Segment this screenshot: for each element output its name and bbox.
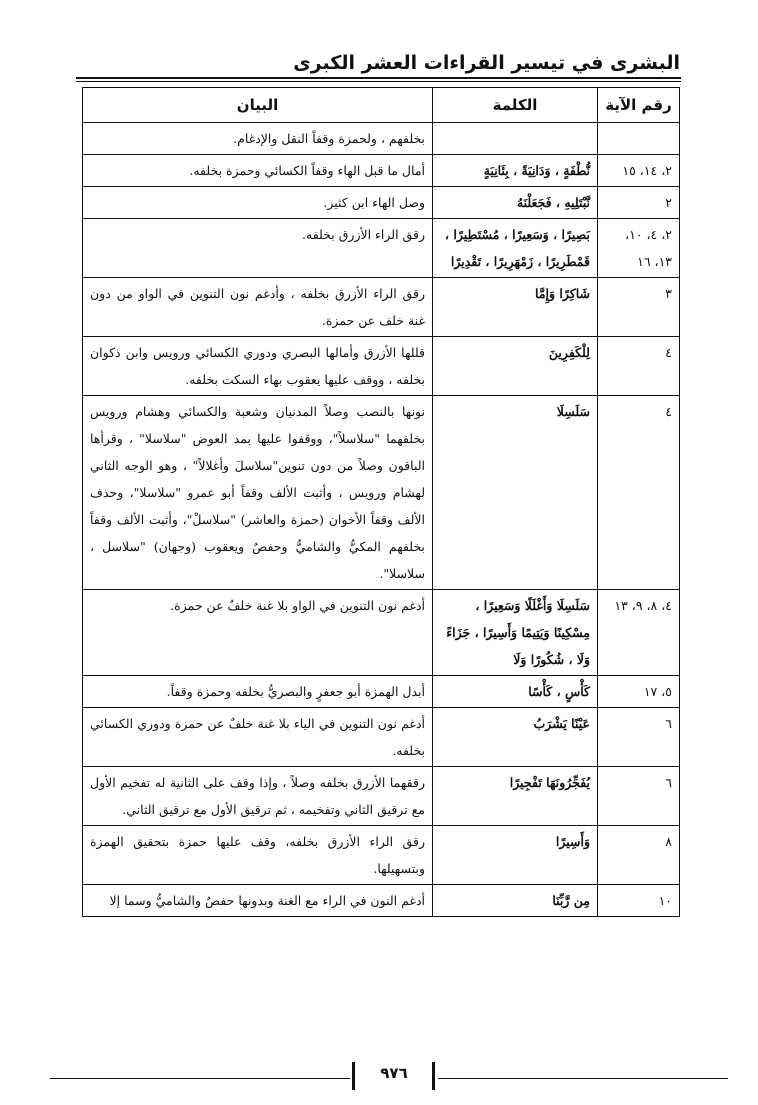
ayah-cell: ٦ <box>598 708 680 767</box>
ayah-cell: ٤ <box>598 337 680 396</box>
word-cell: بَصِيرًا ، وَسَعِيرًا ، مُسْتَطِيرًا ، قَمْطَرِيرًا ، زَمْهَرِيرًا ، تَقْدِيرًا <box>433 219 598 278</box>
page-number: ٩٧٦ <box>380 1064 408 1082</box>
bayan-cell: أدغم نون التنوين في الياء بلا غنة خلفٌ عن حمزة ودوري الكسائي بخلفه. <box>83 708 433 767</box>
table-row <box>83 337 680 396</box>
table-row <box>83 187 680 219</box>
bayan-cell: أدغم نون التنوين في الواو بلا غنة خلفٌ عن حمزة. <box>83 590 433 676</box>
ayah-cell: ٢، ٤، ١٠، ١٣، ١٦ <box>598 219 680 278</box>
word-cell: سَلَسِلَا <box>433 396 598 590</box>
table-row <box>83 396 680 590</box>
word-cell: وَأَسِيرًا <box>433 826 598 885</box>
ayah-cell: ٤، ٨، ٩، ١٣ <box>598 590 680 676</box>
word-cell: عَيْنًا يَشْرَبُ <box>433 708 598 767</box>
table-row <box>83 590 680 676</box>
page-header-title: البشرى في تيسير القراءات العشر الكبرى <box>293 52 680 74</box>
bayan-cell: أبدل الهمزة أبو جعفرٍ والبصريُّ بخلفه وحمزة وقفاً. <box>83 676 433 708</box>
word-cell: شَاكِرًا وَإِمَّا <box>433 278 598 337</box>
bayan-cell: بخلفهم ، ولحمزة وقفاً النقل والإدغام. <box>83 123 433 155</box>
bayan-cell: وصل الهاء ابن كثير. <box>83 187 433 219</box>
footer-rule-right <box>438 1078 728 1079</box>
ayah-cell: ٥، ١٧ <box>598 676 680 708</box>
word-cell <box>433 123 598 155</box>
word-cell: لِلْكَفِرِينَ <box>433 337 598 396</box>
table-row <box>83 826 680 885</box>
table-header-row <box>83 88 680 123</box>
table-row <box>83 885 680 917</box>
ayah-cell <box>598 123 680 155</box>
column-header-word: الكلمة <box>433 88 598 123</box>
ayah-cell: ٦ <box>598 767 680 826</box>
column-header-bayan: البيان <box>83 88 433 123</box>
ayah-cell: ١٠ <box>598 885 680 917</box>
word-cell: نَّبْتَلِيهِ ، فَجَعَلْنَهُ <box>433 187 598 219</box>
word-cell: نُّطْفَةٍ ، وَدَانِيَةً ، بِئَانِيَةٍ <box>433 155 598 187</box>
column-header-ayah: رقم الآية <box>598 88 680 123</box>
bayan-cell: رقق الراء الأزرق بخلفه ، وأدغم نون التنوين في الواو من دون غنة خلف عن حمزة. <box>83 278 433 337</box>
header-rule-thin <box>76 81 681 82</box>
bayan-cell: أدغم النون في الراء مع الغنة وبدونها حفصٌ والشاميُّ وسما إلا <box>83 885 433 917</box>
ayah-cell: ٤ <box>598 396 680 590</box>
word-cell: مِن رَّبِّنَا <box>433 885 598 917</box>
word-cell: يُفَجِّرُونَهَا تَفْجِيرًا <box>433 767 598 826</box>
bayan-cell: رقق الراء الأزرق بخلفه، وقف عليها حمزة بتحقيق الهمزة وبتسهيلها. <box>83 826 433 885</box>
table-row <box>83 219 680 278</box>
ayah-cell: ٨ <box>598 826 680 885</box>
qiraat-table <box>82 87 680 917</box>
table-row <box>83 155 680 187</box>
table-row <box>83 708 680 767</box>
bayan-cell: نونها بالنصب وصلاً المدنيان وشعبة والكسائي وهشام ورويس بخلفهما "سلاسلاً"، ووقفوا عليها بمد العوض "سلاسلا" ، وقرأها الباقون وصلاً من دون تنوين"سلاسلَ وأغلالاً" ، وهو الوجه الثاني لهشام ورويس ، وأثبت الألف وقفاً أبو عمرو "سلاسلا"، وحذف الألف وقفاً الأخوان (حمزة والعاشر) "سلاسلْ"، وأثبت الألف وقفاً بخلفهم المكيُّ والشاميُّ وحفصٌ ويعقوب (وجهان) "سلاسل ، سلاسلا". <box>83 396 433 590</box>
ayah-cell: ٢، ١٤، ١٥ <box>598 155 680 187</box>
table-row <box>83 676 680 708</box>
word-cell: سَلَسِلَا وَأَغْلَلًا وَسَعِيرًا ، مِسْكِينًا وَيَتِيمًا وَأَسِيرًا ، جَزَاءً وَلَا ، شُكُورًا وَلَا <box>433 590 598 676</box>
bayan-cell: أمال ما قبل الهاء وقفاً الكسائي وحمزة بخلفه. <box>83 155 433 187</box>
footer-rule-left <box>50 1078 350 1079</box>
table-row <box>83 123 680 155</box>
footer-bar-left <box>352 1062 355 1090</box>
bayan-cell: رقق الراء الأزرق بخلفه. <box>83 219 433 278</box>
bayan-cell: قللها الأزرق وأمالها البصري ودوري الكسائي ورويس وابن ذكوان بخلفه ، ووقف عليها يعقوب بهاء السكت بخلفه. <box>83 337 433 396</box>
word-cell: كَأْسٍ ، كَأْسًا <box>433 676 598 708</box>
ayah-cell: ٢ <box>598 187 680 219</box>
ayah-cell: ٣ <box>598 278 680 337</box>
footer-bar-right <box>432 1062 435 1090</box>
header-rule <box>76 77 681 79</box>
table-row <box>83 278 680 337</box>
bayan-cell: رققهما الأزرق بخلفه وصلاً ، وإذا وقف على الثانية له تفخيم الأول مع ترقيق الثاني وتفخيمه ، ثم ترقيق الأول مع ترقيق الثاني. <box>83 767 433 826</box>
table-row <box>83 767 680 826</box>
